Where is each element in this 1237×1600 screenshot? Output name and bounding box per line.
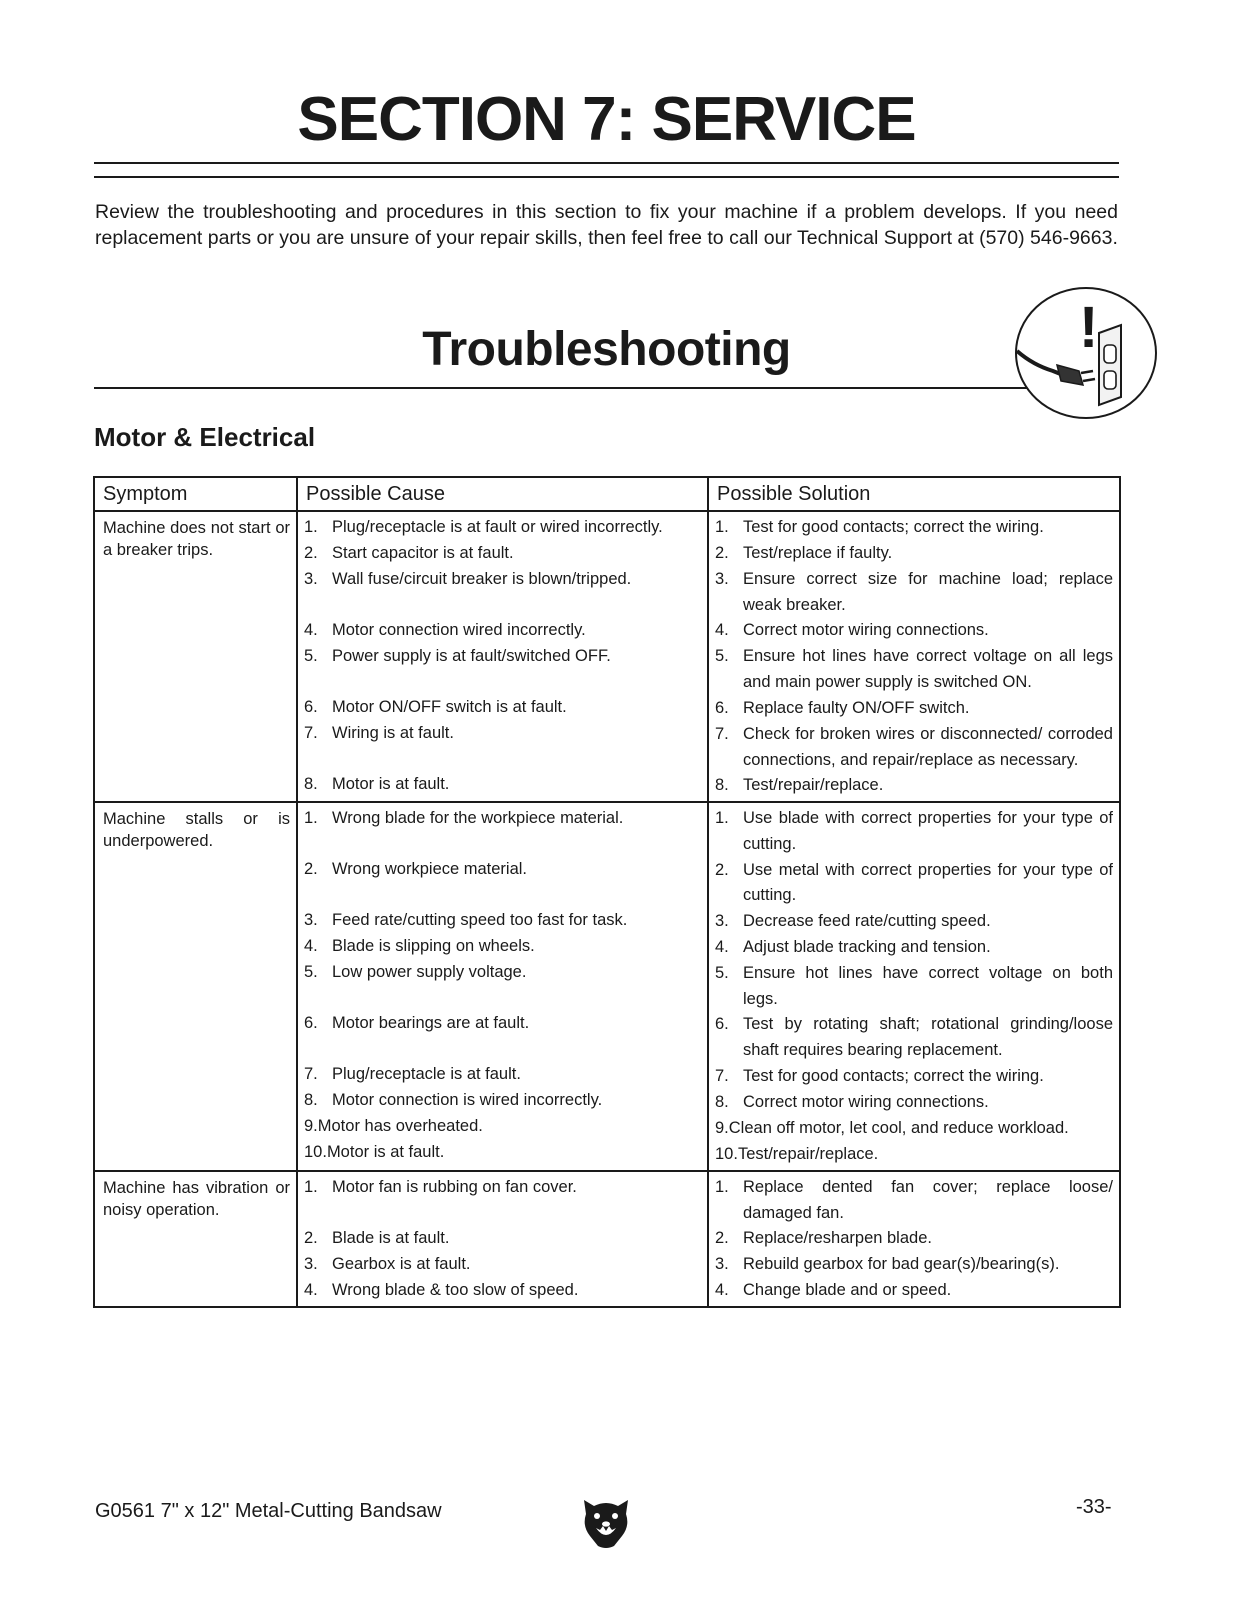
solution-item-number: 6. — [715, 1015, 729, 1034]
solution-item-text: Test by rotating shaft; rotational grinding/loose shaft requires bearing replacement. — [743, 1015, 1113, 1060]
solution-item-number: 4. — [715, 621, 729, 640]
solution-item — [715, 722, 1113, 773]
solution-item — [715, 935, 1113, 961]
solution-item — [715, 1012, 1113, 1063]
symptom-cell: Machine has vibration or noisy operation. — [94, 1171, 297, 1307]
solution-item-number: 2. — [715, 860, 729, 879]
solution-item-text: Adjust blade tracking and tension. — [743, 938, 991, 957]
cause-item-number: 1. — [304, 809, 318, 828]
title-rule-top — [94, 162, 1119, 164]
solution-item-text: Replace faulty ON/OFF switch. — [743, 698, 970, 717]
table-row — [94, 511, 1120, 802]
solution-item-text: Correct motor wiring connections. — [743, 621, 989, 640]
solution-cell — [708, 802, 1120, 1171]
warning-exclamation-glyph: ! — [1079, 295, 1099, 360]
solution-item — [715, 1064, 1113, 1090]
solution-item — [715, 1278, 1113, 1304]
troubleshooting-table — [93, 476, 1121, 1308]
cause-item-number: 10. — [304, 1143, 327, 1162]
bear-logo-icon — [580, 1494, 632, 1550]
cause-item-number: 2. — [304, 1228, 318, 1247]
header-possible-solution: Possible Solution — [708, 477, 1120, 511]
solution-item-number: 4. — [715, 1281, 729, 1300]
header-possible-cause: Possible Cause — [297, 477, 708, 511]
table-row — [94, 802, 1120, 1171]
symptom-cell: Machine stalls or is underpowered. — [94, 802, 297, 1171]
solution-item-number: 1. — [715, 1177, 729, 1196]
cause-item — [304, 1140, 701, 1166]
cause-item-number: 2. — [304, 860, 318, 879]
cause-item-text: Wrong workpiece material. — [332, 860, 528, 879]
cause-item — [304, 695, 701, 721]
cause-item-text: Wiring is at fault. — [332, 724, 454, 742]
solution-item-number: 7. — [715, 724, 729, 743]
solution-item-number: 3. — [715, 1255, 729, 1274]
solution-item — [715, 644, 1113, 695]
solution-item-number: 4. — [715, 938, 729, 957]
solution-item-number: 1. — [715, 809, 729, 828]
solution-item-number: 9. — [715, 1118, 729, 1137]
cause-item-number: 4. — [304, 1280, 318, 1299]
table-header-row — [94, 477, 1120, 511]
title-rule-bottom — [94, 176, 1119, 178]
cause-cell — [297, 1171, 708, 1307]
cause-item — [304, 806, 701, 857]
cause-item-text: Motor fan is rubbing on fan cover. — [332, 1177, 577, 1196]
cause-item-text: Wrong blade for the workpiece material. — [332, 809, 624, 828]
cause-item-text: Motor connection is wired incorrectly. — [332, 1091, 603, 1110]
cause-item — [304, 515, 701, 541]
solution-item-number: 5. — [715, 647, 729, 666]
cause-item-number: 1. — [304, 1177, 318, 1196]
cause-item — [304, 567, 701, 618]
solution-item — [715, 567, 1113, 618]
cause-item-number: 3. — [304, 570, 318, 588]
cause-item-number: 3. — [304, 1254, 318, 1273]
solution-item-text: Test/repair/replace. — [737, 1144, 879, 1163]
cause-item-text: Motor bearings are at fault. — [332, 1014, 530, 1033]
solution-item — [715, 618, 1113, 644]
cause-item-text: Motor connection wired incorrectly. — [332, 621, 586, 639]
solution-item-text: Rebuild gearbox for bad gear(s)/bearing(s). — [743, 1255, 1060, 1274]
solution-item-number: 5. — [715, 964, 729, 983]
cause-item-number: 8. — [304, 775, 318, 793]
solution-cell — [708, 1171, 1120, 1307]
cause-item-number: 7. — [304, 724, 318, 742]
solution-item-number: 7. — [715, 1066, 729, 1085]
motor-electrical-heading: Motor & Electrical — [94, 422, 316, 452]
intro-paragraph: Review the troubleshooting and procedures in this section to fix your machine if a problem develops. If you need replacement parts or you are unsure of your repair skills, then feel free to call our Technical Support at (570) 546-9663. — [95, 201, 1118, 249]
cause-item-text: Motor is at fault. — [332, 775, 450, 793]
cause-item — [304, 1114, 701, 1140]
cause-item-number: 6. — [304, 698, 318, 716]
solution-item-text: Replace/resharpen blade. — [743, 1229, 932, 1248]
cause-item — [304, 1088, 701, 1114]
cause-item-text: Motor has overheated. — [317, 1117, 483, 1136]
solution-item — [715, 515, 1113, 541]
solution-item-text: Ensure correct size for machine load; replace weak breaker. — [743, 570, 1113, 614]
cause-item — [304, 644, 701, 695]
solution-item-text: Clean off motor, let cool, and reduce workload. — [728, 1118, 1069, 1137]
solution-item-number: 2. — [715, 1229, 729, 1248]
cause-item-number: 4. — [304, 621, 318, 639]
solution-item — [715, 1252, 1113, 1278]
cause-item — [304, 541, 701, 567]
solution-item-text: Test for good contacts; correct the wiring. — [743, 518, 1044, 536]
solution-item-number: 10. — [715, 1144, 738, 1163]
solution-item — [715, 1226, 1113, 1252]
solution-item-text: Change blade and or speed. — [743, 1281, 952, 1300]
cause-item-number: 6. — [304, 1014, 318, 1033]
solution-item-text: Test/repair/replace. — [743, 776, 884, 795]
table-row — [94, 1171, 1120, 1307]
cause-item — [304, 908, 701, 934]
solution-item — [715, 1175, 1113, 1226]
cause-item-text: Blade is at fault. — [332, 1228, 450, 1247]
solution-item — [715, 1142, 1113, 1168]
solution-item — [715, 909, 1113, 935]
solution-item-number: 3. — [715, 570, 729, 588]
solution-item-number: 2. — [715, 544, 729, 562]
cause-item-text: Wrong blade & too slow of speed. — [332, 1280, 579, 1299]
cause-item — [304, 721, 701, 772]
cause-item-number: 5. — [304, 963, 318, 982]
cause-item-number: 1. — [304, 518, 318, 536]
solution-item — [715, 806, 1113, 857]
solution-item — [715, 858, 1113, 909]
solution-item — [715, 696, 1113, 722]
solution-item — [715, 961, 1113, 1012]
troubleshooting-rule — [94, 387, 1034, 389]
cause-item — [304, 1278, 701, 1304]
cause-item-text: Plug/receptacle is at fault. — [332, 1065, 521, 1084]
cause-item-number: 2. — [304, 544, 318, 562]
cause-item-text: Gearbox is at fault. — [332, 1254, 471, 1273]
cause-item-text: Power supply is at fault/switched OFF. — [332, 647, 611, 665]
cause-item-text: Start capacitor is at fault. — [332, 544, 514, 562]
solution-item-text: Test/replace if faulty. — [743, 544, 893, 562]
solution-item-text: Replace dented fan cover; replace loose/ damaged fan. — [743, 1177, 1113, 1222]
cause-item — [304, 857, 701, 908]
cause-item — [304, 1226, 701, 1252]
cause-item — [304, 934, 701, 960]
solution-item-text: Correct motor wiring connections. — [743, 1092, 989, 1111]
cause-item — [304, 1011, 701, 1062]
solution-item-number: 1. — [715, 518, 729, 536]
cause-item — [304, 1175, 701, 1226]
cause-item-text: Blade is slipping on wheels. — [332, 937, 535, 956]
footer-model: G0561 7" x 12" Metal-Cutting Bandsaw — [95, 1500, 442, 1522]
cause-item-text: Plug/receptacle is at fault or wired incorrectly. — [332, 518, 663, 536]
cause-item-number: 7. — [304, 1065, 318, 1084]
header-symptom: Symptom — [94, 477, 297, 511]
cause-cell — [297, 511, 708, 802]
electrical-warning-icon — [1013, 285, 1159, 421]
solution-item — [715, 541, 1113, 567]
solution-item-number: 3. — [715, 912, 729, 931]
solution-item — [715, 773, 1113, 799]
cause-item-number: 4. — [304, 937, 318, 956]
solution-item-text: Use metal with correct properties for your type of cutting. — [743, 860, 1113, 905]
cause-item-number: 3. — [304, 911, 318, 930]
solution-item-text: Ensure hot lines have correct voltage on all legs and main power supply is switched ON. — [743, 647, 1113, 692]
cause-item-number: 5. — [304, 647, 318, 665]
solution-cell — [708, 511, 1120, 802]
cause-item-text: Motor ON/OFF switch is at fault. — [332, 698, 567, 716]
solution-item — [715, 1090, 1113, 1116]
cause-item-text: Low power supply voltage. — [332, 963, 527, 982]
symptom-cell: Machine does not start or a breaker trips. — [94, 511, 297, 802]
cause-item — [304, 1252, 701, 1278]
solution-item-number: 8. — [715, 776, 729, 795]
troubleshooting-heading: Troubleshooting — [422, 323, 791, 376]
cause-item — [304, 960, 701, 1011]
solution-item-text: Ensure hot lines have correct voltage on both legs. — [743, 964, 1113, 1008]
cause-item-number: 8. — [304, 1091, 318, 1110]
cause-item-text: Wall fuse/circuit breaker is blown/tripped. — [332, 570, 632, 588]
cause-item — [304, 1062, 701, 1088]
cause-item — [304, 618, 701, 644]
cause-item-text: Motor is at fault. — [326, 1143, 445, 1162]
cause-item-number: 9. — [304, 1117, 318, 1136]
solution-item-text: Check for broken wires or disconnected/ corroded connections, and repair/replace as necessary. — [743, 724, 1113, 769]
cause-item — [304, 772, 701, 798]
solution-item-number: 6. — [715, 698, 729, 717]
solution-item-text: Test for good contacts; correct the wiring. — [743, 1066, 1044, 1085]
solution-item-number: 8. — [715, 1092, 729, 1111]
cause-cell — [297, 802, 708, 1171]
section-title: SECTION 7: SERVICE — [297, 85, 916, 154]
solution-item-text: Decrease feed rate/cutting speed. — [743, 912, 991, 931]
solution-item-text: Use blade with correct properties for your type of cutting. — [743, 809, 1113, 853]
cause-item-text: Feed rate/cutting speed too fast for task. — [332, 911, 628, 930]
page-number: -33- — [1076, 1496, 1112, 1518]
solution-item — [715, 1116, 1113, 1142]
